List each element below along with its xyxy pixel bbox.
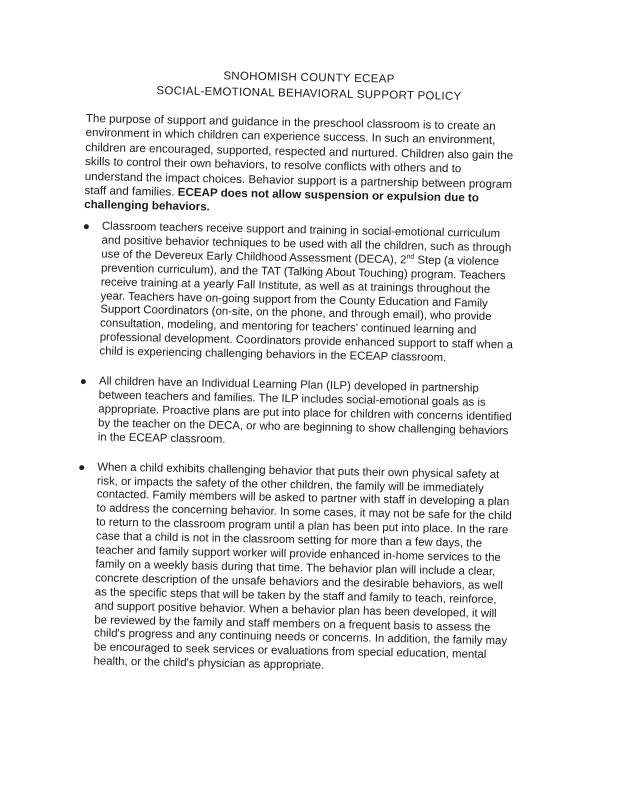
policy-bullet-challenging-behavior: [69, 461, 513, 678]
document-subtitle: SOCIAL-EMOTIONAL BEHAVIORAL SUPPORT POLICY: [156, 85, 462, 103]
bullet-text: All children have an Individual Learning Plan (ILP) developed in partnership between teachers and families. The ILP includes social-emotional goals as is appropriate. Proactive plans are put into place for children with concerns identified by the teacher on the DECA, or who are beginning to show challenging behaviors in the ECEAP classroom.: [97, 375, 512, 446]
policy-bullet-ilp: [74, 375, 515, 453]
bullet-dot-icon: [81, 379, 86, 384]
bullet-dot-icon: [79, 465, 84, 470]
intro-text: The purpose of support and guidance in the preschool classroom is to create an environment in which children can experience success. In such an environment, children are encouraged, supported, respected and nurtured. Children also gain the skills to control their own behaviors, to resolve conflicts with others and to understand the impact choices. Behavior support is a partnership between program staff and families.: [84, 112, 514, 199]
policy-bullet-training: [75, 220, 518, 367]
bullet-superscript: nd: [406, 253, 415, 261]
intro-paragraph: [84, 112, 516, 221]
bullet-text-continued: Step (a violence prevention curriculum), and the TAT (Talking About Touching) program. Teachers receive training at a yearly Fall Institute, as well as at trainings throughout the year. Teachers have on-going support from the County Education and Family Support Coordinators (on-site, on the phone, and through email), who provide consultation, modeling, and mentoring for teachers' continued learning and professional development. Coordinators provide enhanced support to staff when a child is experiencing challenging behaviors in the ECEAP classroom.: [99, 254, 514, 365]
document-title: SNOHOMISH COUNTY ECEAP: [223, 70, 395, 86]
intro-policy-statement: ECEAP does not allow suspension or expulsion due to challenging behaviors.: [84, 185, 480, 214]
bullet-text: Classroom teachers receive support and training in social-emotional curriculum and positive behavior techniques to be used with all the children, such as through use of the Devereux Early Childhood Assessment (DECA), 2: [101, 220, 512, 267]
policy-bullet-list: [69, 220, 518, 694]
bullet-text: When a child exhibits challenging behavior that puts their own physical safety at risk, or impacts the safety of the other children, the family will be immediately contacted. Family members will be asked to partner with staff in developing a plan to address the concerning behavior. In some cases, it may not be safe for the child to return to the classroom program until a plan has been put into place. In the rare case that a child is not in the classroom setting for more than a few days, the teacher and family support worker will provide enhanced in-home services to the family on a weekly basis during that time. The behavior plan will include a clear, concrete description of the unsafe behaviors and the desirable behaviors, as well as the specific steps that will be taken by the staff and family to teach, reinforce, and support positive behavior. When a behavior plan has been developed, it will be reviewed by the family and staff members on a frequent basis to assess the child's progress and any continuing needs or concerns. In addition, the family may be encouraged to seek services or evaluations from special education, mental health, or the child's physician as appropriate.: [93, 461, 512, 673]
bullet-dot-icon: [84, 224, 89, 229]
